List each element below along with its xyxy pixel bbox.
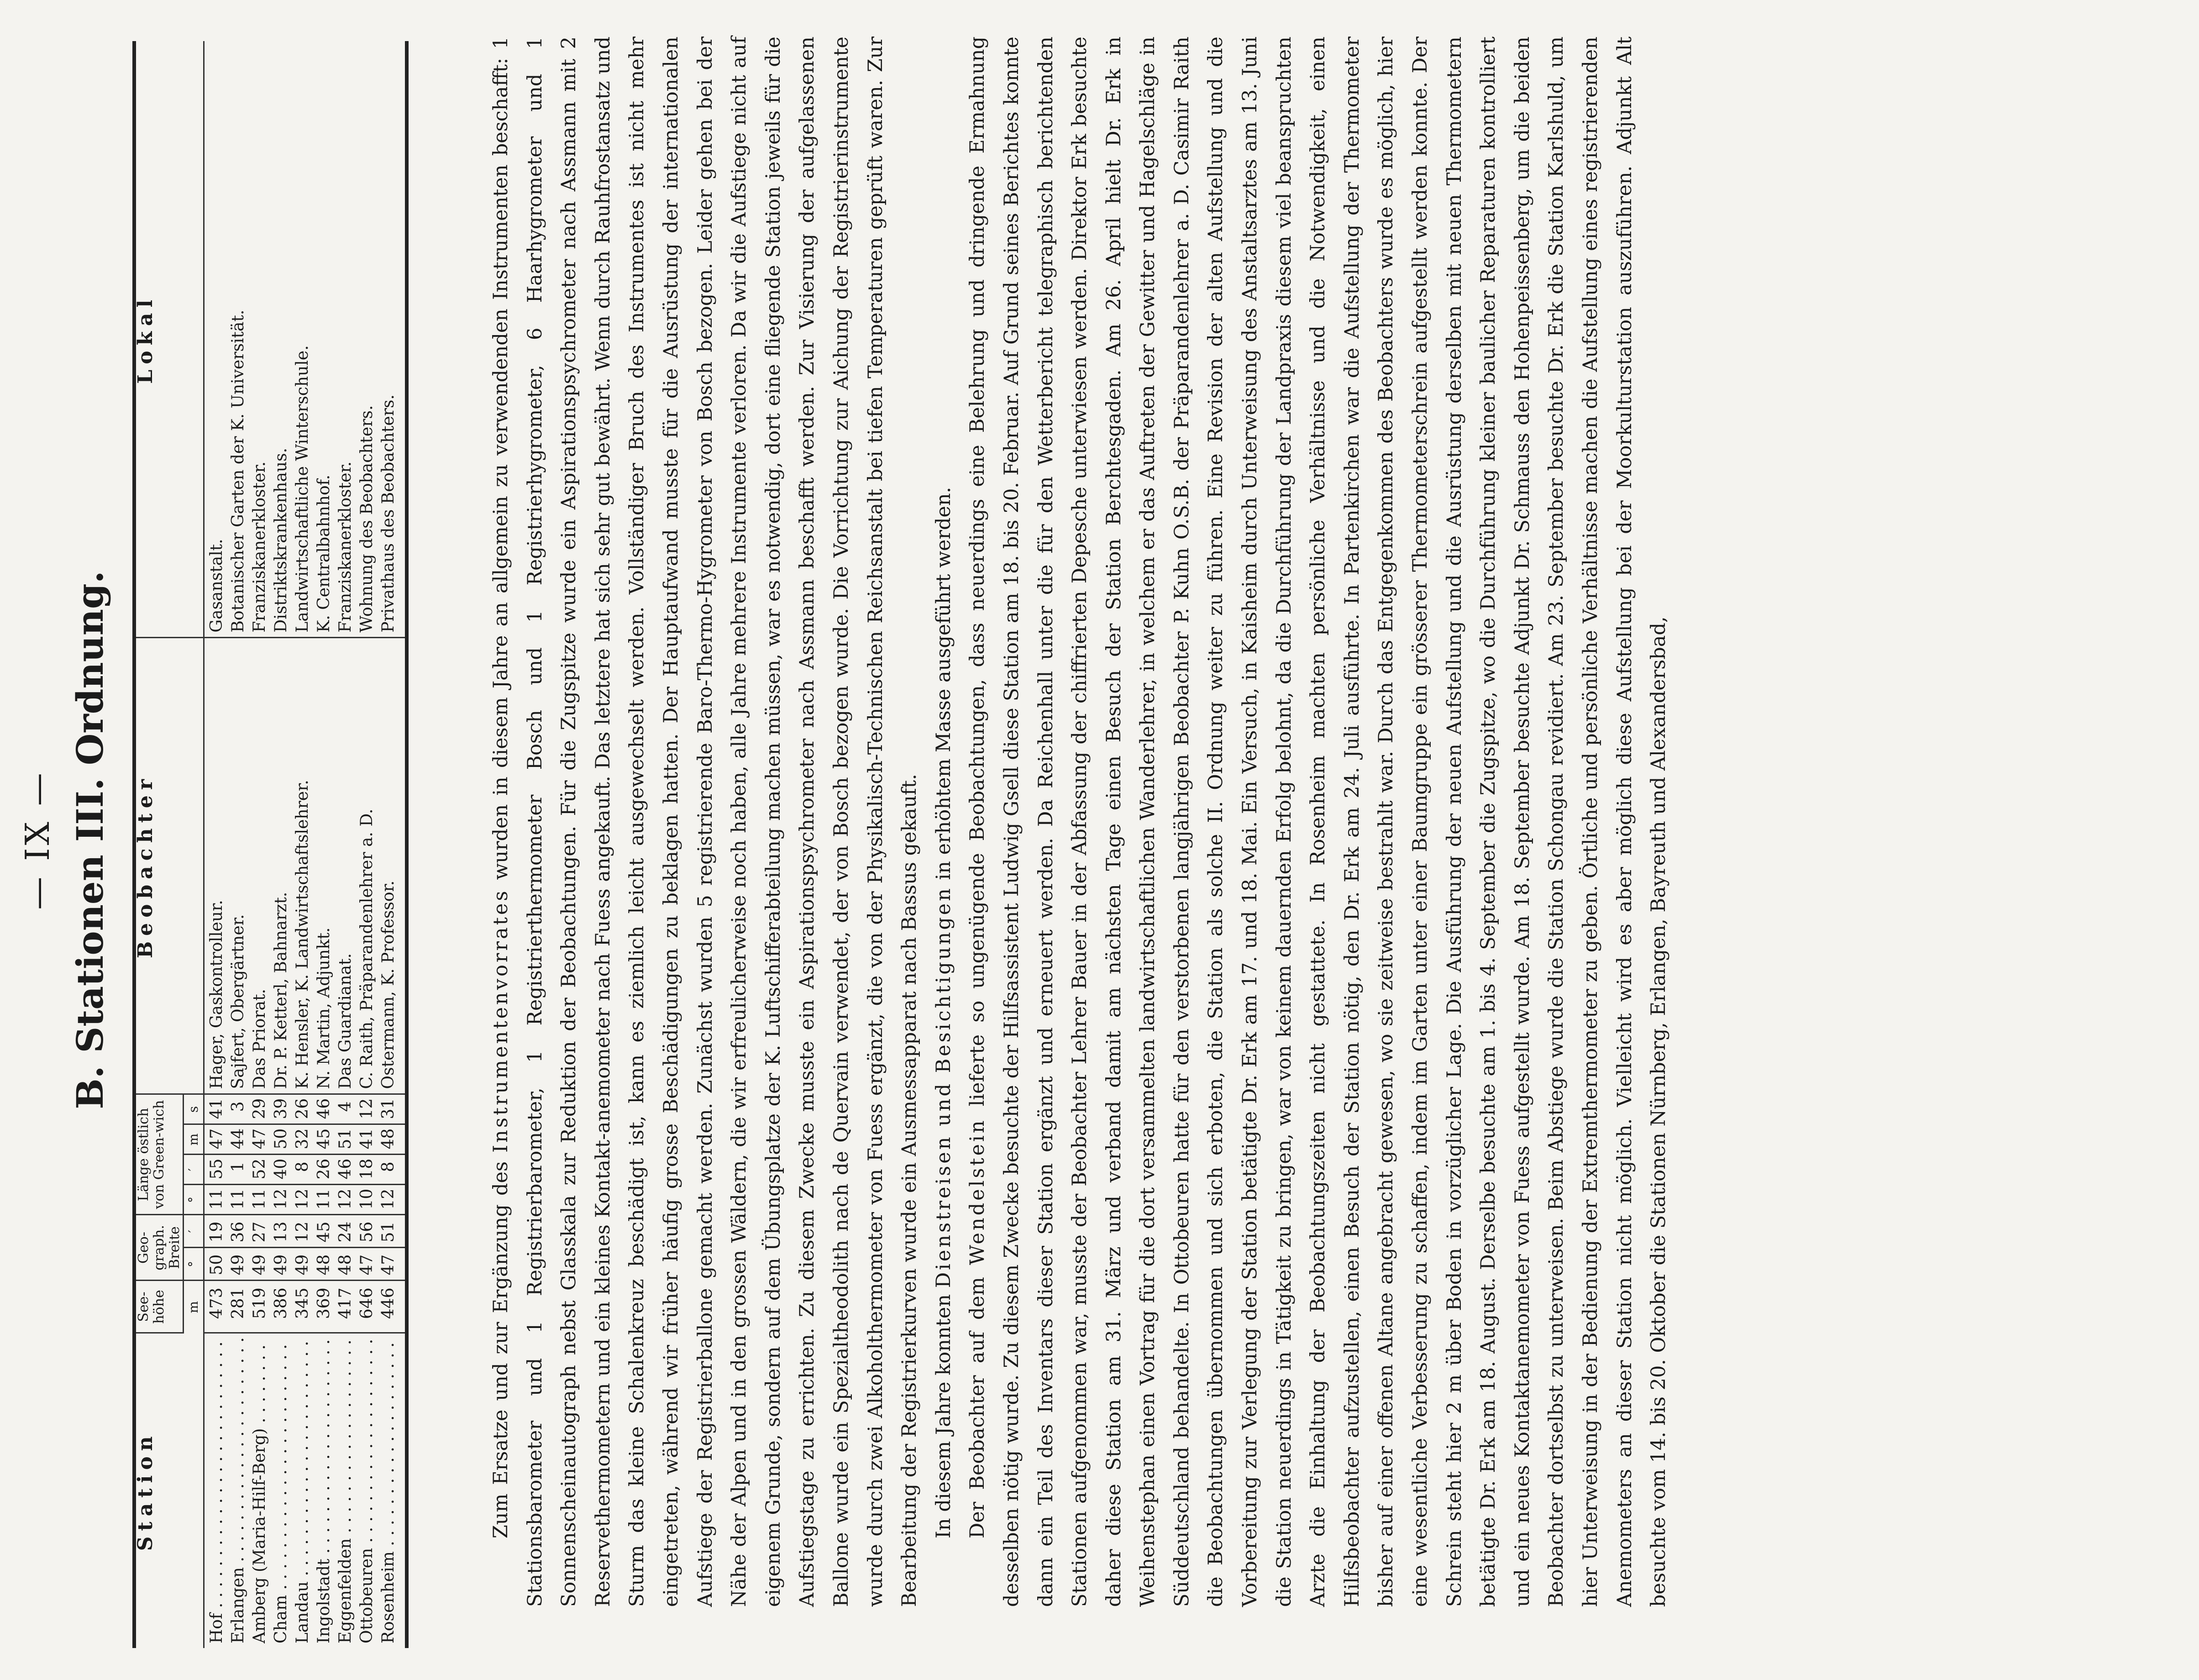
lon-deg-cell: 12	[269, 1185, 290, 1215]
lat-min-cell: 45	[312, 1215, 333, 1248]
lon-min-cell: 1	[226, 1155, 247, 1185]
lon-deg-cell: 12	[333, 1185, 355, 1215]
lat-min-cell: 27	[247, 1215, 269, 1248]
lon-deg-cell: 12	[376, 1185, 407, 1215]
header-station: Station	[134, 1333, 204, 1648]
height-cell: 473	[204, 1281, 226, 1333]
lokal-cell: Privathaus des Beobachters.	[376, 41, 407, 638]
observer-cell: Dr. P. Ketterl, Bahnarzt.	[269, 638, 290, 1094]
unit-min: ′	[184, 1155, 204, 1185]
unit-min: ′	[184, 1215, 204, 1248]
lon-deg-cell: 11	[312, 1185, 333, 1215]
lon-time-min-cell: 47	[247, 1124, 269, 1155]
lon-min-cell: 18	[355, 1155, 376, 1185]
observer-cell: Ostermann, K. Professor.	[376, 638, 407, 1094]
lat-min-cell: 19	[204, 1215, 226, 1248]
observer-cell: Das Guardianat.	[333, 638, 355, 1094]
paragraph-inspections: Der Beobachter auf dem Wendelstein lieferte so ungenügende Beobachtungen, dass neuerdings eine Belehrung und dringende Ermahnung desselben nötig wurde. Zu diesem Zwecke besuchte der Hilfsassistent Ludwig Gsell diese Station am 18. bis 20. Februar. Auf Grund seines Berichtes konnte dann ein Teil des Inventars dieser Station ergänzt und erneuert werden. Da Reichenhall unter die für den Wetterbericht telegraphisch berichtenden Stationen aufgenommen war, musste der Beobachter Lehrer Bauer in der Abfassung der chiffrierten Depesche unterwiesen werden. Direktor Erk besuchte daher diese Station am 31. März und verband damit am nächsten Tage einen Besuch der Station Berchtesgaden. Am 26. April hielt Dr. Erk in Weihenstephan einen Vortrag für die dort versammelten landwirtschaftlichen Wanderlehrer, in welchem er das Auftreten der Gewitter und Hagelschläge in Süddeutschland behandelte. In Ottobeuren hatte für den verstorbenen langjährigen Beobachter P. Kuhn O.S.B. der Präparandenlehrer a. D. Casimir Raith die Beobachtungen übernommen und sich erboten, die Station als solche II. Ordnung weiter zu führen. Eine Revision der alten Aufstellung und die Vorbereitung zur Verlegung der Station betätigte Dr. Erk am 17. und 18. Mai. Ein Versuch, in Kaisheim durch Unterweisung des Anstaltsarztes am 13. Juni die Station neuerdings in Tätigkeit zu bringen, war von keinem dauernden Erfolg belohnt, da die Durchführung der Landpraxis diesem viel beanspruchten Arzte die Einhaltung der Beobachtungszeiten nicht gestattete. In Rosenheim machten persönliche Verhältnisse und die Notwendigkeit, einen Hilfsbeobachter aufzustellen, einen Besuch der Station nötig, den Dr. Erk am 24. Juli ausführte. In Partenkirchen war die Aufstellung der Thermometer bisher auf einer offenen Altane angebracht gewesen, wo sie zeitweise bestrahlt war. Durch das Entgegenkommen des Beobachters wurde es möglich, hier eine wesentliche Verbesserung zu schaffen, indem im Garten unter einer Baumgruppe ein grösserer Thermometerschrein aufgestellt werden konnte. Der Schrein steht hier 2 m über Boden in vorzüglicher Lage. Die Ausführung der neuen Aufstellung und die Ausrüstung derselben mit neuen Thermometern betätigte Dr. Erk am 18. August. Derselbe besuchte am 1. bis 4. September die Zugspitze, wo die Durchführung kleiner baulicher Reparaturen kontrolliert und ein neues Kontaktanemometer von Fuess aufgestellt wurde. Am 18. September besuchte Adjunkt Dr. Schmauss den Hohenpeissenberg, um die beiden Beobachter dortselbst zu unterweisen. Beim Abstiege wurde die Station Schongau revidiert. Am 23. September besuchte Dr. Erk die Station Karlshuld, um hier Unterweisung in der Bedienung der Extremthermometer zu geben. Örtliche und persönliche Verhältnisse machen die Aufstellung eines registrierenden Anemometers an dieser Station nicht möglich. Vielleicht wird es aber möglich diese Aufstellung bei der Moorkulturstation auszuführen. Adjunkt Alt besuchte vom 14. bis 20. Oktober die Stationen Nürnberg, Erlangen, Bayreuth und Alexandersbad,	[966, 37, 1670, 1607]
lokal-cell: Franziskanerkloster.	[247, 41, 269, 638]
lat-deg-cell: 49	[247, 1248, 269, 1281]
unit-deg: °	[184, 1248, 204, 1281]
lon-time-min-cell: 32	[290, 1124, 312, 1155]
lon-time-min-cell: 51	[333, 1124, 355, 1155]
header-height: See-höhe	[134, 1281, 184, 1333]
lokal-cell: Franziskanerkloster.	[333, 41, 355, 638]
lokal-cell: Botanischer Garten der K. Universität.	[226, 41, 247, 638]
unit-s: s	[184, 1094, 204, 1124]
height-cell: 417	[333, 1281, 355, 1333]
page-number: — IX —	[18, 770, 57, 910]
lokal-cell: Wohnung des Beobachters.	[355, 41, 376, 638]
lon-min-cell: 40	[269, 1155, 290, 1185]
lon-time-sec-cell: 12	[355, 1094, 376, 1124]
lat-min-cell: 36	[226, 1215, 247, 1248]
table-row	[269, 41, 290, 1648]
lon-time-min-cell: 45	[312, 1124, 333, 1155]
header-observer: Beobachter	[134, 638, 204, 1094]
lon-time-min-cell: 48	[376, 1124, 407, 1155]
station-name: Hof . . .	[207, 1339, 226, 1644]
lon-deg-cell: 10	[355, 1185, 376, 1215]
lat-deg-cell: 48	[312, 1248, 333, 1281]
unit-m: m	[184, 1281, 204, 1333]
lokal-cell: K. Centralbahnhof.	[312, 41, 333, 638]
table-row	[376, 41, 407, 1648]
lon-min-cell: 26	[312, 1155, 333, 1185]
table-row	[333, 41, 355, 1648]
lon-deg-cell: 12	[290, 1185, 312, 1215]
lat-deg-cell: 49	[226, 1248, 247, 1281]
lon-min-cell: 55	[204, 1155, 226, 1185]
lon-deg-cell: 11	[204, 1185, 226, 1215]
lon-min-cell: 46	[333, 1155, 355, 1185]
lon-deg-cell: 11	[247, 1185, 269, 1215]
lon-min-cell: 8	[290, 1155, 312, 1185]
height-cell: 446	[376, 1281, 407, 1333]
station-name: Rosenheim . . .	[379, 1339, 398, 1644]
table-row	[312, 41, 333, 1648]
lat-min-cell: 51	[376, 1215, 407, 1248]
observer-cell: C. Raith, Präparandenlehrer a. D.	[355, 638, 376, 1094]
lokal-cell: Landwirtschaftliche Winterschule.	[290, 41, 312, 638]
observer-cell: Das Priorat.	[247, 638, 269, 1094]
unit-m: m	[184, 1124, 204, 1155]
paragraph-instruments: Zum Ersatze und zur Ergänzung des Instrumentenvorrates wurden in diesem Jahre an allgemein zu verwendenden Instrumenten beschafft: 1 Stationsbarometer und 1 Registrierbarometer, 1 Registrierthermometer Bosch und 1 Registrierhygrometer, 6 Haarhygrometer und 1 Sonnenscheinautograph nebst Glasskala zur Reduktion der Beobachtungen. Für die Zugspitze wurde ein Aspirationspsychrometer nach Assmann mit 2 Reservethermometern und ein kleines Kontakt-anemometer nach Fuess angekauft. Das letztere hat sich sehr gut bewährt. Wenn durch Rauhfrostansatz und Sturm das kleine Schalenkreuz beschädigt ist, kann es ziemlich leicht ausgewechselt werden. Vollständiger Bruch des Instrumentes ist nicht mehr eingetreten, während wir früher häufig grosse Beschädigungen zu beklagen hatten. Der Hauptaufwand musste für die Ausrüstung der internationalen Aufstiege der Registrierballone gemacht werden. Zunächst wurden 5 registrierende Baro-Thermo-Hygrometer von Bosch bezogen. Leider gehen bei der Nähe der Alpen und in den grossen Wäldern, die wir erfreulicherweise noch haben, alle Jahre mehrere Instrumente verloren. Da wir die Aufstiege nicht auf eigenem Grunde, sondern auf dem Übungsplatze der K. Luftschifferabteilung machen müssen, war es notwendig, dort eine fliegende Station jeweils für die Aufstiegstage zu errichten. Zu diesem Zwecke musste ein Aspirationspsychrometer nach Assmann beschafft werden. Zur Visierung der aufgelassenen Ballone wurde ein Spezialtheodolith nach de Quervain verwendet, der von Bosch bezogen wurde. Die Vorrichtung zur Aichung der Registrierinstrumente wurde durch zwei Alkoholthermometer von Fuess ergänzt, die von der Physikalisch-Technischen Reichsanstalt bei tiefen Temperaturen geprüft waren. Zur Bearbeitung der Registrierkurven wurde ein Ausmessapparat nach Bassus gekauft.	[489, 37, 921, 1607]
lat-min-cell: 12	[290, 1215, 312, 1248]
lon-time-sec-cell: 26	[290, 1094, 312, 1124]
lat-deg-cell: 47	[355, 1248, 376, 1281]
table-row	[355, 41, 376, 1648]
lokal-cell: Distriktskrankenhaus.	[269, 41, 290, 638]
lon-min-cell: 52	[247, 1155, 269, 1185]
table-row	[290, 41, 312, 1648]
lat-deg-cell: 49	[269, 1248, 290, 1281]
height-cell: 386	[269, 1281, 290, 1333]
height-cell: 519	[247, 1281, 269, 1333]
height-cell: 281	[226, 1281, 247, 1333]
stations-table	[132, 41, 409, 1648]
table-row	[204, 41, 226, 1648]
header-longitude: Länge östlich von Green-wich	[134, 1094, 184, 1215]
lat-min-cell: 13	[269, 1215, 290, 1248]
station-name: Erlangen . . .	[229, 1339, 247, 1644]
lon-time-min-cell: 41	[355, 1124, 376, 1155]
lon-min-cell: 8	[376, 1155, 407, 1185]
station-name: Ingolstadt . . .	[315, 1339, 333, 1644]
observer-cell: K. Hensler, K. Landwirtschaftslehrer.	[290, 638, 312, 1094]
station-name: Eggenfelden . . .	[336, 1339, 355, 1644]
station-name: Cham . . .	[272, 1339, 290, 1644]
lon-time-min-cell: 50	[269, 1124, 290, 1155]
observer-cell: N. Martin, Adjunkt.	[312, 638, 333, 1094]
lon-time-min-cell: 47	[204, 1124, 226, 1155]
observer-cell: Hager, Gaskontrolleur.	[204, 638, 226, 1094]
emphasis: Instrumentenvorrates	[489, 888, 512, 1153]
table-row	[247, 41, 269, 1648]
lon-time-sec-cell: 39	[269, 1094, 290, 1124]
body-text	[484, 37, 1676, 1607]
paragraph-travels: In diesem Jahre konnten Dienstreisen und Besichtigungen in erhöhtem Masse ausgeführt werden.	[932, 487, 955, 1538]
emphasis: Wendelstein	[966, 1118, 989, 1265]
unit-deg: °	[184, 1185, 204, 1215]
height-cell: 345	[290, 1281, 312, 1333]
lon-time-min-cell: 44	[226, 1124, 247, 1155]
lat-min-cell: 24	[333, 1215, 355, 1248]
section-title: B. Stationen III. Ordnung.	[68, 571, 111, 1109]
station-name: Landau . . .	[293, 1339, 312, 1644]
lon-time-sec-cell: 31	[376, 1094, 407, 1124]
lon-time-sec-cell: 41	[204, 1094, 226, 1124]
lon-deg-cell: 11	[226, 1185, 247, 1215]
lon-time-sec-cell: 46	[312, 1094, 333, 1124]
observer-cell: Sajfert, Obergärtner.	[226, 638, 247, 1094]
lat-deg-cell: 49	[290, 1248, 312, 1281]
lat-min-cell: 56	[355, 1215, 376, 1248]
height-cell: 369	[312, 1281, 333, 1333]
header-lokal: Lokal	[134, 41, 204, 638]
lon-time-sec-cell: 29	[247, 1094, 269, 1124]
emphasis: Dienstreisen und Besichtigungen	[932, 886, 955, 1288]
lon-time-sec-cell: 3	[226, 1094, 247, 1124]
lat-deg-cell: 47	[376, 1248, 407, 1281]
header-latitude: Geo-graph. Breite	[134, 1215, 184, 1281]
station-name: Amberg (Maria-Hilf-Berg) . . .	[250, 1339, 269, 1644]
table-row	[226, 41, 247, 1648]
lat-deg-cell: 48	[333, 1248, 355, 1281]
height-cell: 646	[355, 1281, 376, 1333]
lon-time-sec-cell: 4	[333, 1094, 355, 1124]
lokal-cell: Gasanstalt.	[204, 41, 226, 638]
lat-deg-cell: 50	[204, 1248, 226, 1281]
station-name: Ottobeuren . . .	[357, 1339, 376, 1644]
